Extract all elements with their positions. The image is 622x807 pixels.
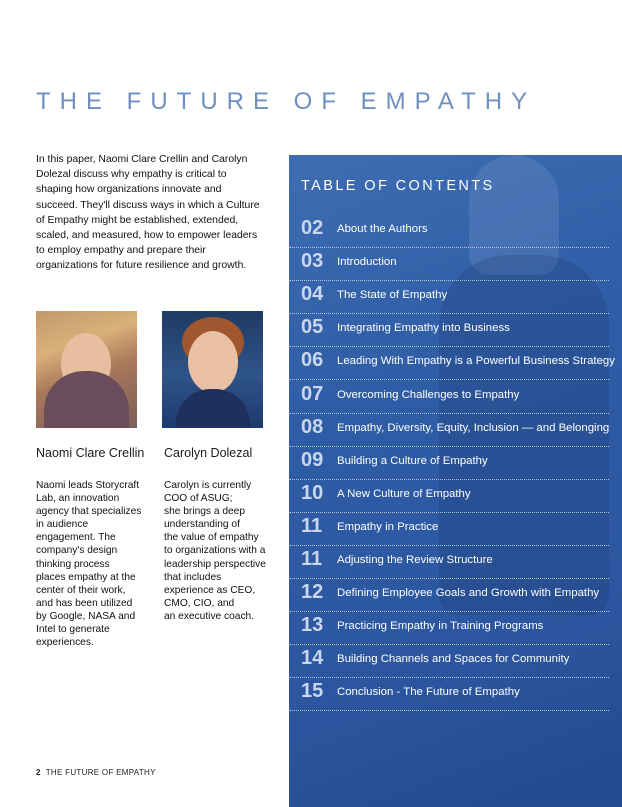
author-name-naomi: Naomi Clare Crellin xyxy=(36,446,145,460)
toc-item[interactable] xyxy=(289,447,622,480)
toc-item[interactable] xyxy=(289,215,622,248)
toc-item[interactable] xyxy=(289,546,622,579)
toc-item-label: Conclusion - The Future of Empathy xyxy=(337,686,520,699)
toc-item-page-number: 05 xyxy=(301,316,324,339)
toc-item-page-number: 03 xyxy=(301,250,324,273)
toc-item[interactable] xyxy=(289,513,622,546)
author-photo-carolyn xyxy=(162,311,263,428)
page-footer xyxy=(36,768,156,777)
toc-item-page-number: 10 xyxy=(301,481,324,504)
toc-item[interactable] xyxy=(289,480,622,513)
toc-item[interactable] xyxy=(289,281,622,314)
toc-item[interactable] xyxy=(289,678,622,711)
toc-item-page-number: 09 xyxy=(301,448,324,471)
toc-divider xyxy=(289,710,609,711)
toc-item-label: About the Authors xyxy=(337,223,428,235)
toc-item[interactable] xyxy=(289,645,622,678)
toc-heading: TABLE OF CONTENTS xyxy=(301,178,495,194)
toc-item-page-number: 13 xyxy=(301,614,324,637)
author-bio-carolyn: Carolyn is currently COO of ASUG; she brings a deep understanding of the value of empathy to organizations with a leadership perspective that includes experience as CEO, CMO, CIO, and an executive coach. xyxy=(164,480,266,622)
toc-item[interactable] xyxy=(289,314,622,347)
toc-item-page-number: 15 xyxy=(301,680,324,703)
toc-item-page-number: 12 xyxy=(301,581,324,604)
toc-item-label: Practicing Empathy in Training Programs xyxy=(337,620,544,633)
toc-item-label: Overcoming Challenges to Empathy xyxy=(337,388,520,401)
toc-item-label: Building Channels and Spaces for Community xyxy=(337,653,570,666)
toc-item-label: Leading With Empathy is a Powerful Business Strategy xyxy=(337,355,615,368)
toc-item-label: Adjusting the Review Structure xyxy=(337,554,493,566)
toc-item-label: Integrating Empathy into Business xyxy=(337,322,510,335)
toc-item-page-number: 06 xyxy=(301,349,324,372)
toc-item[interactable] xyxy=(289,612,622,645)
toc-item-label: The State of Empathy xyxy=(337,289,448,302)
toc-item-page-number: 11 xyxy=(301,548,323,570)
page-title: THE FUTURE OF EMPATHY xyxy=(36,88,537,115)
footer-title: THE FUTURE OF EMPATHY xyxy=(45,768,156,777)
author-bio-naomi: Naomi leads Storycraft Lab, an innovation agency that specializes in audience engagement. The company's design thinking process places empathy at the center of their work, and has been utilized by Google, NASA and Intel to generate experiences. xyxy=(36,480,142,649)
toc-item[interactable] xyxy=(289,579,622,612)
toc-item[interactable] xyxy=(289,381,622,414)
toc-item-label: Empathy in Practice xyxy=(337,520,439,533)
toc-item-page-number: 02 xyxy=(301,217,324,239)
toc-item-label: Empathy, Diversity, Equity, Inclusion — and Belonging xyxy=(337,421,610,434)
author-name-carolyn: Carolyn Dolezal xyxy=(164,446,253,460)
toc-item-label: Defining Employee Goals and Growth with Empathy xyxy=(337,587,600,600)
toc-item[interactable] xyxy=(289,414,622,447)
toc-item-page-number: 11 xyxy=(301,514,323,537)
toc-item[interactable] xyxy=(289,347,622,380)
toc-item-page-number: 14 xyxy=(301,647,324,670)
page-number: 2 xyxy=(36,768,41,777)
intro-paragraph: In this paper, Naomi Clare Crellin and Carolyn Dolezal discuss why empathy is critical to shaping how organizations innovate and succeed. They'll discuss ways in which a Culture of Empathy might be established, extended, scaled, and measured, how to empower leaders to employ empathy and prepare their organizations for future resilience and growth. xyxy=(36,154,260,272)
toc-item-page-number: 08 xyxy=(301,415,324,438)
toc-item-label: Building a Culture of Empathy xyxy=(337,454,488,467)
author-photo-naomi xyxy=(36,311,137,428)
toc-item-label: Introduction xyxy=(337,256,397,269)
toc-item-page-number: 04 xyxy=(301,283,324,306)
toc-item-page-number: 07 xyxy=(301,382,324,405)
toc-item[interactable] xyxy=(289,248,622,281)
toc-item-label: A New Culture of Empathy xyxy=(337,487,471,500)
